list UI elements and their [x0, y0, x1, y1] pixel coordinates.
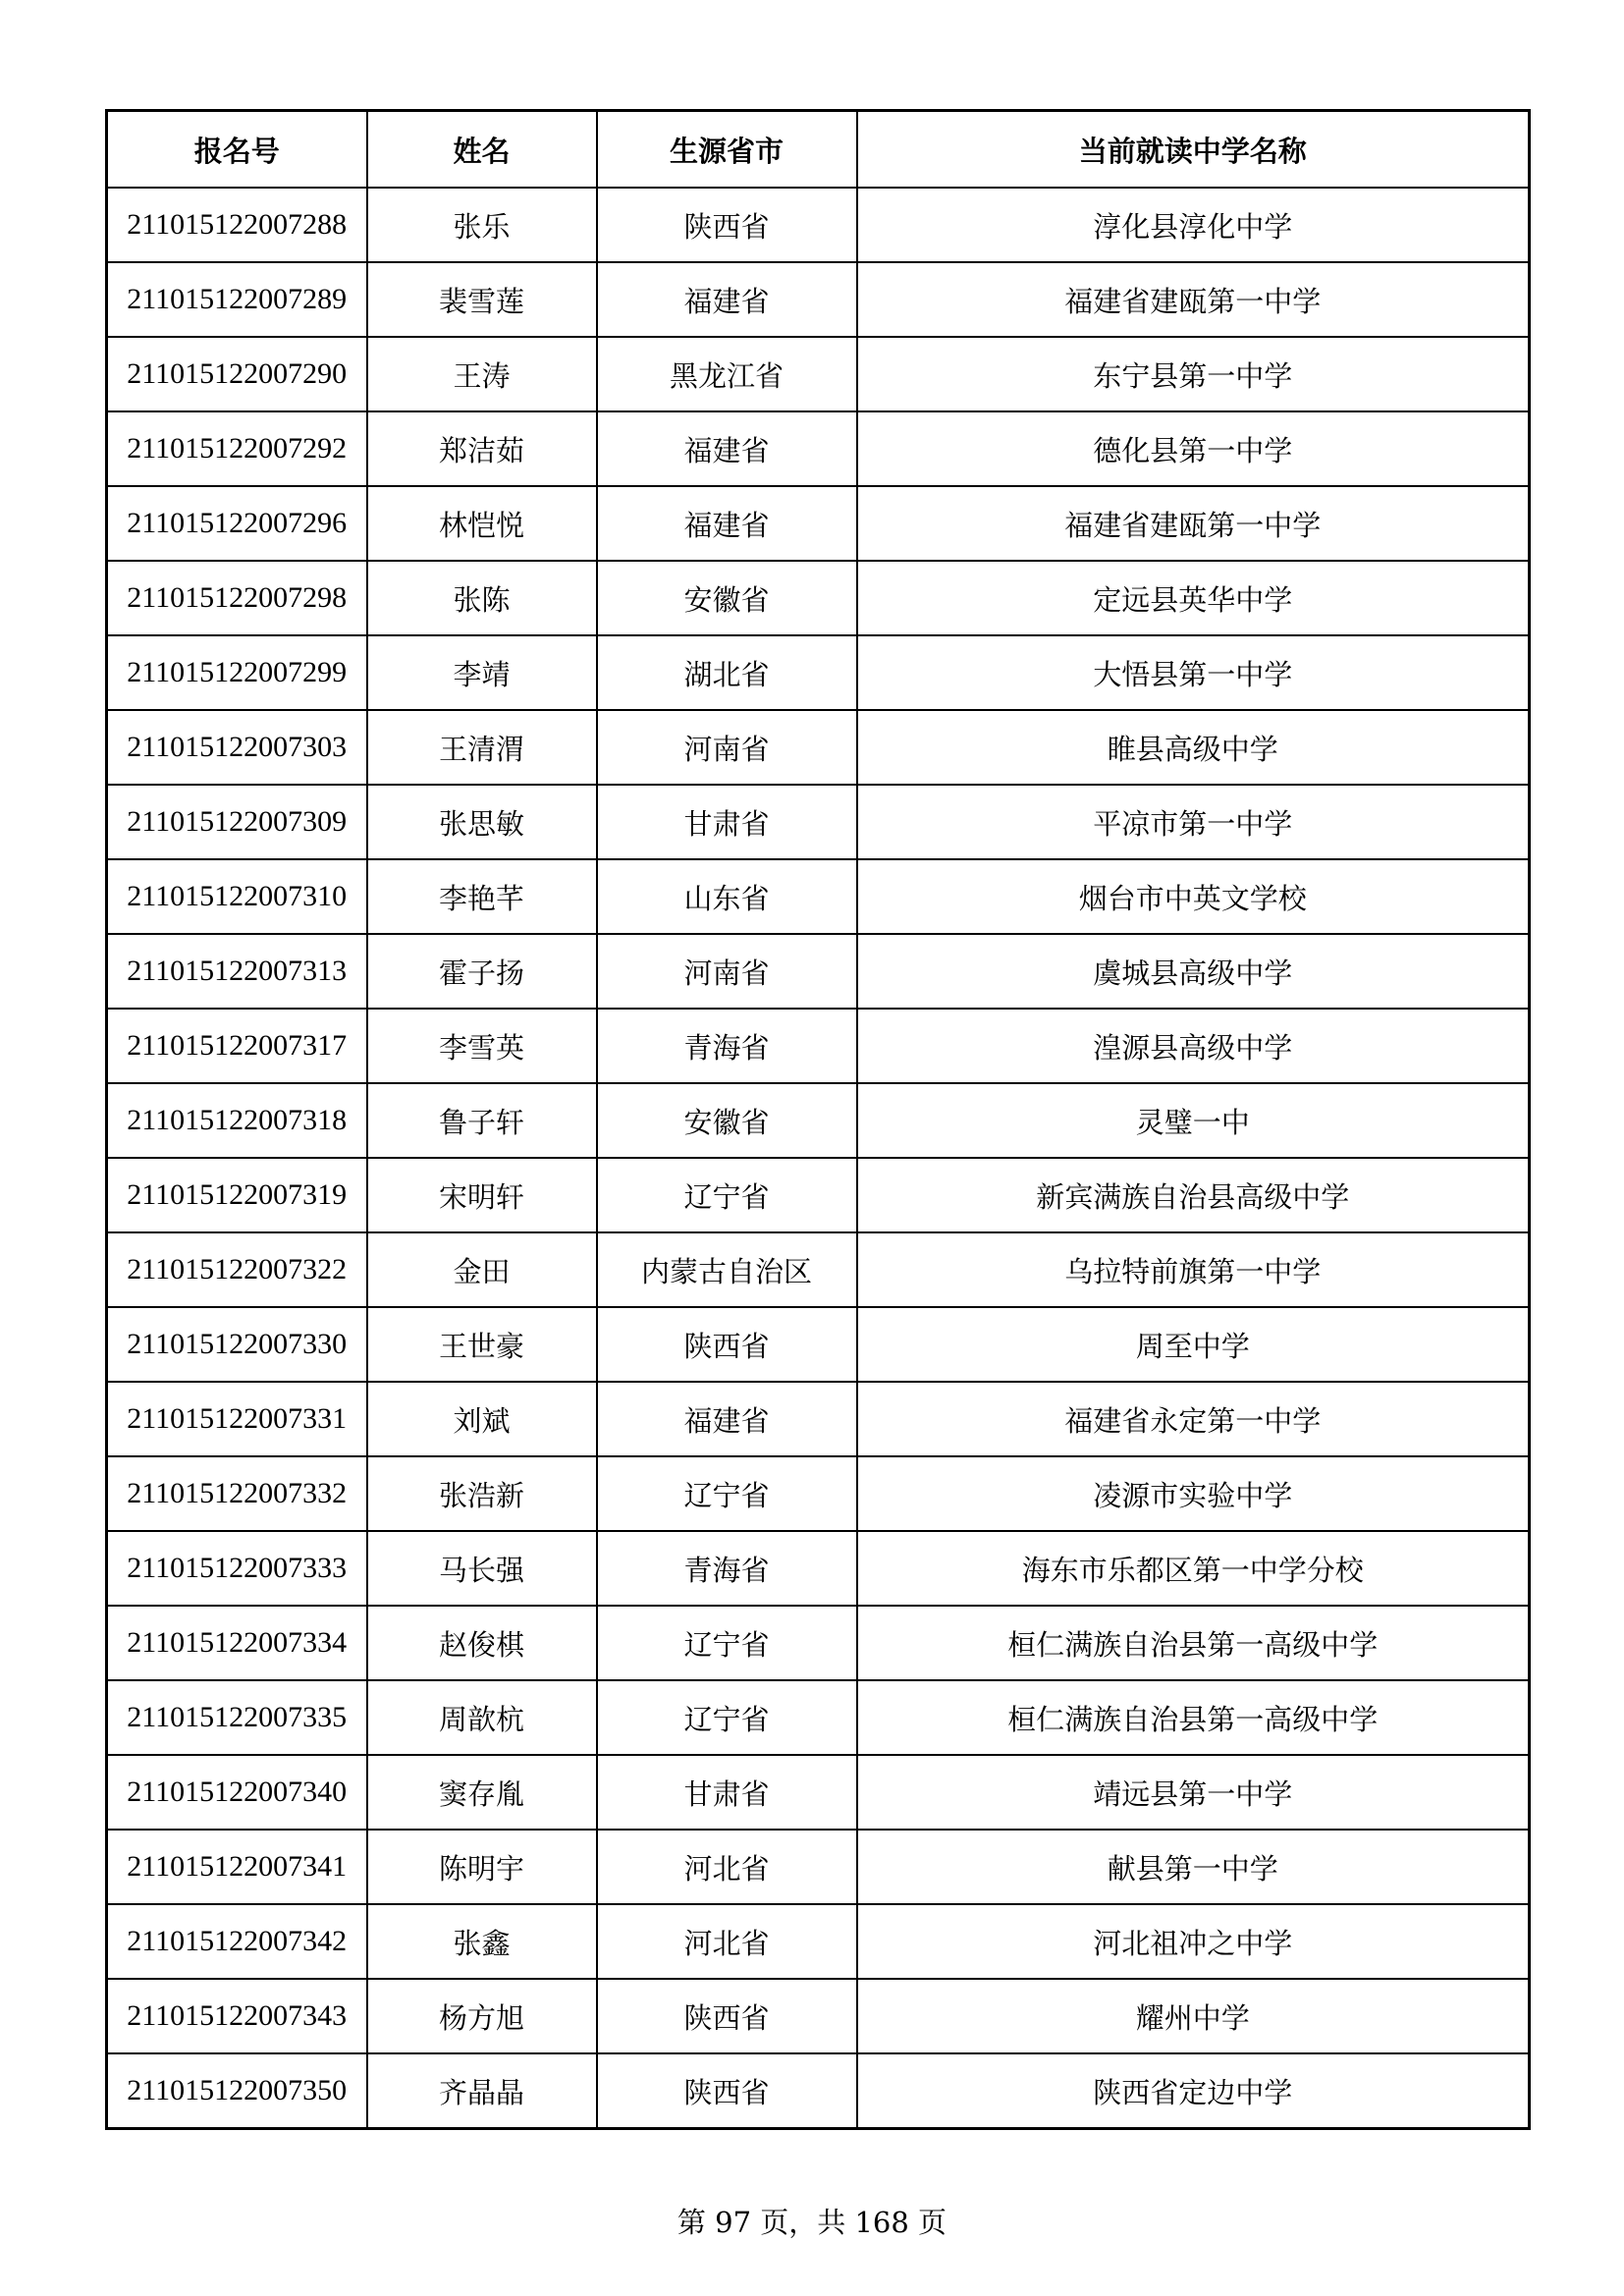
- province-cell: 福建省: [597, 411, 857, 486]
- registration-number-cell: 211015122007319: [107, 1158, 367, 1232]
- province-cell: 陕西省: [597, 1979, 857, 2053]
- registration-number-cell: 211015122007350: [107, 2053, 367, 2129]
- registration-number-cell: 211015122007343: [107, 1979, 367, 2053]
- header-registration-number: 报名号: [107, 111, 367, 189]
- table-row: [107, 411, 1530, 486]
- school-cell: 献县第一中学: [857, 1830, 1530, 1904]
- province-cell: 青海省: [597, 1531, 857, 1606]
- table-row: [107, 1083, 1530, 1158]
- table-row: [107, 262, 1530, 337]
- province-cell: 陕西省: [597, 2053, 857, 2129]
- header-name: 姓名: [367, 111, 597, 189]
- school-cell: 虞城县高级中学: [857, 934, 1530, 1009]
- student-name-cell: 赵俊棋: [367, 1606, 597, 1680]
- registration-number-cell: 211015122007317: [107, 1009, 367, 1083]
- header-school: 当前就读中学名称: [857, 111, 1530, 189]
- province-cell: 辽宁省: [597, 1158, 857, 1232]
- table-row: [107, 1009, 1530, 1083]
- school-cell: 睢县高级中学: [857, 710, 1530, 785]
- province-cell: 辽宁省: [597, 1680, 857, 1755]
- province-cell: 河南省: [597, 934, 857, 1009]
- table-row: [107, 1755, 1530, 1830]
- school-cell: 耀州中学: [857, 1979, 1530, 2053]
- table-row: [107, 337, 1530, 411]
- student-name-cell: 郑洁茹: [367, 411, 597, 486]
- registration-number-cell: 211015122007288: [107, 188, 367, 262]
- table-row: [107, 2053, 1530, 2129]
- roster-body: [107, 188, 1530, 2129]
- province-cell: 湖北省: [597, 635, 857, 710]
- province-cell: 黑龙江省: [597, 337, 857, 411]
- school-cell: 湟源县高级中学: [857, 1009, 1530, 1083]
- table-row: [107, 1531, 1530, 1606]
- province-cell: 河北省: [597, 1904, 857, 1979]
- table-row: [107, 486, 1530, 561]
- student-name-cell: 杨方旭: [367, 1979, 597, 2053]
- province-cell: 安徽省: [597, 1083, 857, 1158]
- school-cell: 东宁县第一中学: [857, 337, 1530, 411]
- registration-number-cell: 211015122007340: [107, 1755, 367, 1830]
- registration-number-cell: 211015122007299: [107, 635, 367, 710]
- student-name-cell: 刘斌: [367, 1382, 597, 1456]
- registration-number-cell: 211015122007309: [107, 785, 367, 859]
- school-cell: 福建省建瓯第一中学: [857, 486, 1530, 561]
- student-name-cell: 鲁子轩: [367, 1083, 597, 1158]
- header-province: 生源省市: [597, 111, 857, 189]
- student-name-cell: 张乐: [367, 188, 597, 262]
- student-name-cell: 齐晶晶: [367, 2053, 597, 2129]
- province-cell: 安徽省: [597, 561, 857, 635]
- school-cell: 陕西省定边中学: [857, 2053, 1530, 2129]
- registration-number-cell: 211015122007342: [107, 1904, 367, 1979]
- registration-number-cell: 211015122007330: [107, 1307, 367, 1382]
- province-cell: 辽宁省: [597, 1456, 857, 1531]
- table-row: [107, 1904, 1530, 1979]
- province-cell: 辽宁省: [597, 1606, 857, 1680]
- school-cell: 福建省建瓯第一中学: [857, 262, 1530, 337]
- province-cell: 青海省: [597, 1009, 857, 1083]
- province-cell: 河北省: [597, 1830, 857, 1904]
- table-row: [107, 1382, 1530, 1456]
- page-number: 第 97 页，共 168 页: [677, 2206, 947, 2239]
- school-cell: 大悟县第一中学: [857, 635, 1530, 710]
- table-row: [107, 1307, 1530, 1382]
- registration-number-cell: 211015122007341: [107, 1830, 367, 1904]
- school-cell: 乌拉特前旗第一中学: [857, 1232, 1530, 1307]
- school-cell: 周至中学: [857, 1307, 1530, 1382]
- province-cell: 陕西省: [597, 188, 857, 262]
- registration-number-cell: 211015122007290: [107, 337, 367, 411]
- registration-number-cell: 211015122007303: [107, 710, 367, 785]
- province-cell: 甘肃省: [597, 785, 857, 859]
- table-row: [107, 934, 1530, 1009]
- school-cell: 定远县英华中学: [857, 561, 1530, 635]
- table-row: [107, 1680, 1530, 1755]
- table-row: [107, 1158, 1530, 1232]
- school-cell: 灵璧一中: [857, 1083, 1530, 1158]
- province-cell: 山东省: [597, 859, 857, 934]
- student-name-cell: 裴雪莲: [367, 262, 597, 337]
- registration-number-cell: 211015122007298: [107, 561, 367, 635]
- school-cell: 桓仁满族自治县第一高级中学: [857, 1606, 1530, 1680]
- province-cell: 陕西省: [597, 1307, 857, 1382]
- school-cell: 烟台市中英文学校: [857, 859, 1530, 934]
- table-row: [107, 1606, 1530, 1680]
- student-name-cell: 霍子扬: [367, 934, 597, 1009]
- student-name-cell: 王世豪: [367, 1307, 597, 1382]
- registration-number-cell: 211015122007296: [107, 486, 367, 561]
- student-name-cell: 陈明宇: [367, 1830, 597, 1904]
- province-cell: 甘肃省: [597, 1755, 857, 1830]
- school-cell: 平凉市第一中学: [857, 785, 1530, 859]
- school-cell: 凌源市实验中学: [857, 1456, 1530, 1531]
- table-row: [107, 710, 1530, 785]
- school-cell: 桓仁满族自治县第一高级中学: [857, 1680, 1530, 1755]
- table-row: [107, 1232, 1530, 1307]
- school-cell: 淳化县淳化中学: [857, 188, 1530, 262]
- school-cell: 新宾满族自治县高级中学: [857, 1158, 1530, 1232]
- registration-number-cell: 211015122007289: [107, 262, 367, 337]
- student-name-cell: 李艳芊: [367, 859, 597, 934]
- school-cell: 德化县第一中学: [857, 411, 1530, 486]
- registration-number-cell: 211015122007332: [107, 1456, 367, 1531]
- province-cell: 内蒙古自治区: [597, 1232, 857, 1307]
- student-name-cell: 宋明轩: [367, 1158, 597, 1232]
- province-cell: 福建省: [597, 486, 857, 561]
- table-row: [107, 1830, 1530, 1904]
- student-name-cell: 林恺悦: [367, 486, 597, 561]
- student-name-cell: 李雪英: [367, 1009, 597, 1083]
- table-row: [107, 188, 1530, 262]
- registration-number-cell: 211015122007334: [107, 1606, 367, 1680]
- table-row: [107, 561, 1530, 635]
- student-name-cell: 王清渭: [367, 710, 597, 785]
- school-cell: 福建省永定第一中学: [857, 1382, 1530, 1456]
- registration-number-cell: 211015122007318: [107, 1083, 367, 1158]
- province-cell: 福建省: [597, 262, 857, 337]
- registration-number-cell: 211015122007322: [107, 1232, 367, 1307]
- student-name-cell: 张鑫: [367, 1904, 597, 1979]
- table-row: [107, 1456, 1530, 1531]
- student-name-cell: 窦存胤: [367, 1755, 597, 1830]
- registration-number-cell: 211015122007292: [107, 411, 367, 486]
- student-name-cell: 周歆杭: [367, 1680, 597, 1755]
- student-name-cell: 张思敏: [367, 785, 597, 859]
- registration-number-cell: 211015122007333: [107, 1531, 367, 1606]
- roster-table: [105, 109, 1531, 2130]
- school-cell: 河北祖冲之中学: [857, 1904, 1530, 1979]
- table-row: [107, 785, 1530, 859]
- student-name-cell: 李靖: [367, 635, 597, 710]
- registration-number-cell: 211015122007331: [107, 1382, 367, 1456]
- registration-number-cell: 211015122007313: [107, 934, 367, 1009]
- header-row: [107, 111, 1530, 189]
- student-name-cell: 王涛: [367, 337, 597, 411]
- province-cell: 河南省: [597, 710, 857, 785]
- school-cell: 海东市乐都区第一中学分校: [857, 1531, 1530, 1606]
- student-name-cell: 马长强: [367, 1531, 597, 1606]
- school-cell: 靖远县第一中学: [857, 1755, 1530, 1830]
- student-name-cell: 金田: [367, 1232, 597, 1307]
- student-name-cell: 张陈: [367, 561, 597, 635]
- province-cell: 福建省: [597, 1382, 857, 1456]
- registration-number-cell: 211015122007335: [107, 1680, 367, 1755]
- table-row: [107, 635, 1530, 710]
- table-row: [107, 1979, 1530, 2053]
- table-row: [107, 859, 1530, 934]
- registration-number-cell: 211015122007310: [107, 859, 367, 934]
- student-name-cell: 张浩新: [367, 1456, 597, 1531]
